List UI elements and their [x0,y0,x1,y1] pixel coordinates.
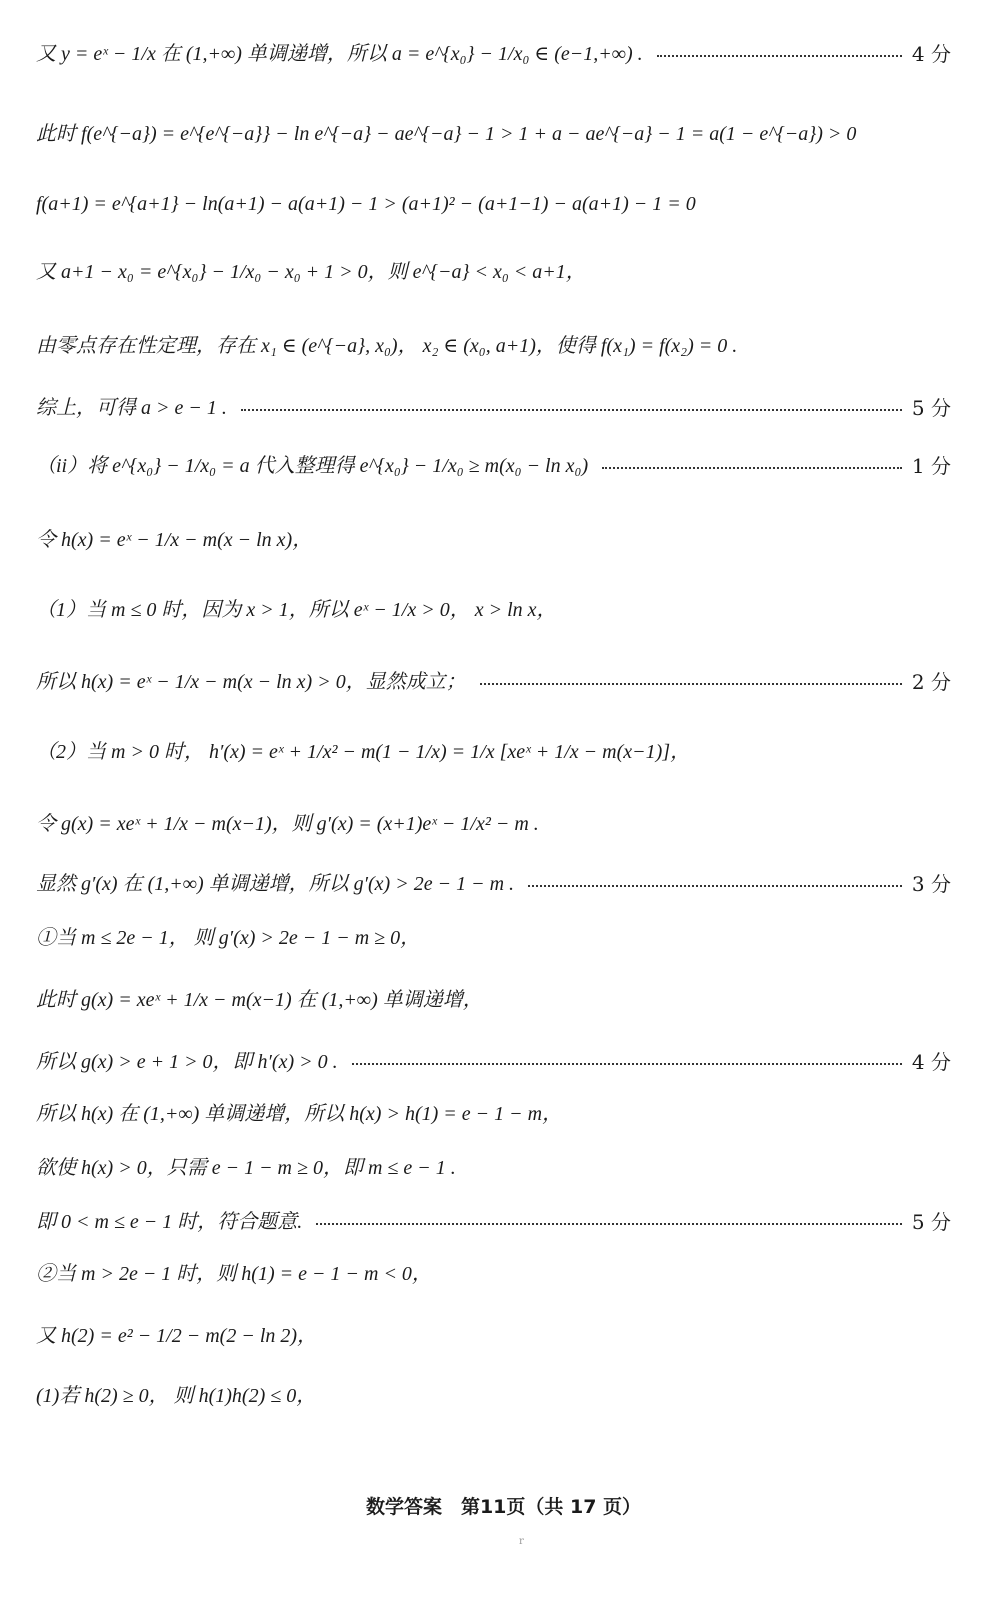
line-text: 令 g(x) = xeˣ + 1/x − m(x−1)，则 g′(x) = (x+1)eˣ − 1/x² − m . [36,813,539,835]
line-5 [36,336,951,356]
line-14 [36,928,951,948]
line-10 [36,672,951,692]
line-text: 令 h(x) = eˣ − 1/x − m(x − ln x)， [36,529,313,551]
line-text: 显然 g′(x) 在 (1,+∞) 单调递增，所以 g′(x) > 2e − 1 − m . [36,873,515,895]
line-text: 又 a+1 − x₀ = e^{x₀} − 1/x₀ − x₀ + 1 > 0，则 e^{−a} < x₀ < a+1， [36,261,586,283]
line-15 [36,990,951,1010]
score-label: 2 分 [911,670,951,694]
line-text: （ii）将 e^{x₀} − 1/x₀ = a 代入整理得 e^{x₀} − 1/x₀ ≥ m(x₀ − ln x₀) [36,455,589,477]
line-19 [36,1212,951,1232]
dot-leader [480,683,902,685]
line-9 [36,600,951,620]
line-text: 即 0 < m ≤ e − 1 时，符合题意. [36,1211,303,1233]
dot-leader [316,1223,902,1225]
line-text: 所以 h(x) = eˣ − 1/x − m(x − ln x) > 0，显然成立； [36,671,466,693]
dot-leader [528,885,902,887]
page-footer: 数学答案 第11页（共 17 页） [365,1496,642,1518]
line-12 [36,814,951,834]
line-text: ①当 m ≤ 2e − 1， 则 g′(x) > 2e − 1 − m ≥ 0， [36,927,421,949]
line-20 [36,1264,951,1284]
line-text: 由零点存在性定理，存在 x₁ ∈ (e^{−a}, x₀)， x₂ ∈ (x₀, a+1)，使得 f(x₁) = f(x₂) = 0 . [36,335,738,357]
line-21 [36,1326,951,1346]
line-text: 又 y = eˣ − 1/x 在 (1,+∞) 单调递增，所以 a = e^{x₀} − 1/x₀ ∈ (e−1,+∞) . [36,43,643,65]
line-text: 综上，可得 a > e − 1 . [36,397,227,419]
scan-mark: r [519,1536,524,1547]
line-18 [36,1158,951,1178]
score-label: 4 分 [911,42,951,66]
line-1 [36,44,951,64]
line-text: 又 h(2) = e² − 1/2 − m(2 − ln 2)， [36,1325,318,1347]
line-text: 此时 g(x) = xeˣ + 1/x − m(x−1) 在 (1,+∞) 单调递增， [36,989,483,1011]
line-text: (1)若 h(2) ≥ 0， 则 h(1)h(2) ≤ 0， [36,1385,317,1407]
line-16 [36,1052,951,1072]
line-22 [36,1386,951,1406]
score-label: 4 分 [911,1050,951,1074]
score-label: 5 分 [911,1210,951,1234]
line-text: （2）当 m > 0 时， h′(x) = eˣ + 1/x² − m(1 − 1/x) = 1/x [xeˣ + 1/x − m(x−1)]， [36,741,691,763]
line-6 [36,398,951,418]
line-text: （1）当 m ≤ 0 时，因为 x > 1，所以 eˣ − 1/x > 0， x > ln x， [36,599,557,621]
line-text: f(a+1) = e^{a+1} − ln(a+1) − a(a+1) − 1 > (a+1)² − (a+1−1) − a(a+1) − 1 = 0 [36,193,696,215]
line-7 [36,456,951,476]
line-17 [36,1104,951,1124]
line-4 [36,262,951,282]
line-text: 此时 f(e^{−a}) = e^{e^{−a}} − ln e^{−a} − ae^{−a} − 1 > 1 + a − ae^{−a} − 1 = a(1 − e^{−a}) > 0 [36,123,857,145]
line-2 [36,124,951,144]
line-11 [36,742,951,762]
line-8 [36,530,951,550]
dot-leader [602,467,902,469]
score-label: 1 分 [911,454,951,478]
line-13 [36,874,951,894]
dot-leader [241,409,902,411]
line-text: 欲使 h(x) > 0，只需 e − 1 − m ≥ 0，即 m ≤ e − 1 . [36,1157,456,1179]
line-text: 所以 h(x) 在 (1,+∞) 单调递增，所以 h(x) > h(1) = e − 1 − m， [36,1103,563,1125]
line-text: 所以 g(x) > e + 1 > 0，即 h′(x) > 0 . [36,1051,338,1073]
dot-leader [657,55,902,57]
line-3 [36,194,951,214]
dot-leader [352,1063,902,1065]
score-label: 5 分 [911,396,951,420]
score-label: 3 分 [911,872,951,896]
line-text: ②当 m > 2e − 1 时，则 h(1) = e − 1 − m < 0， [36,1263,432,1285]
